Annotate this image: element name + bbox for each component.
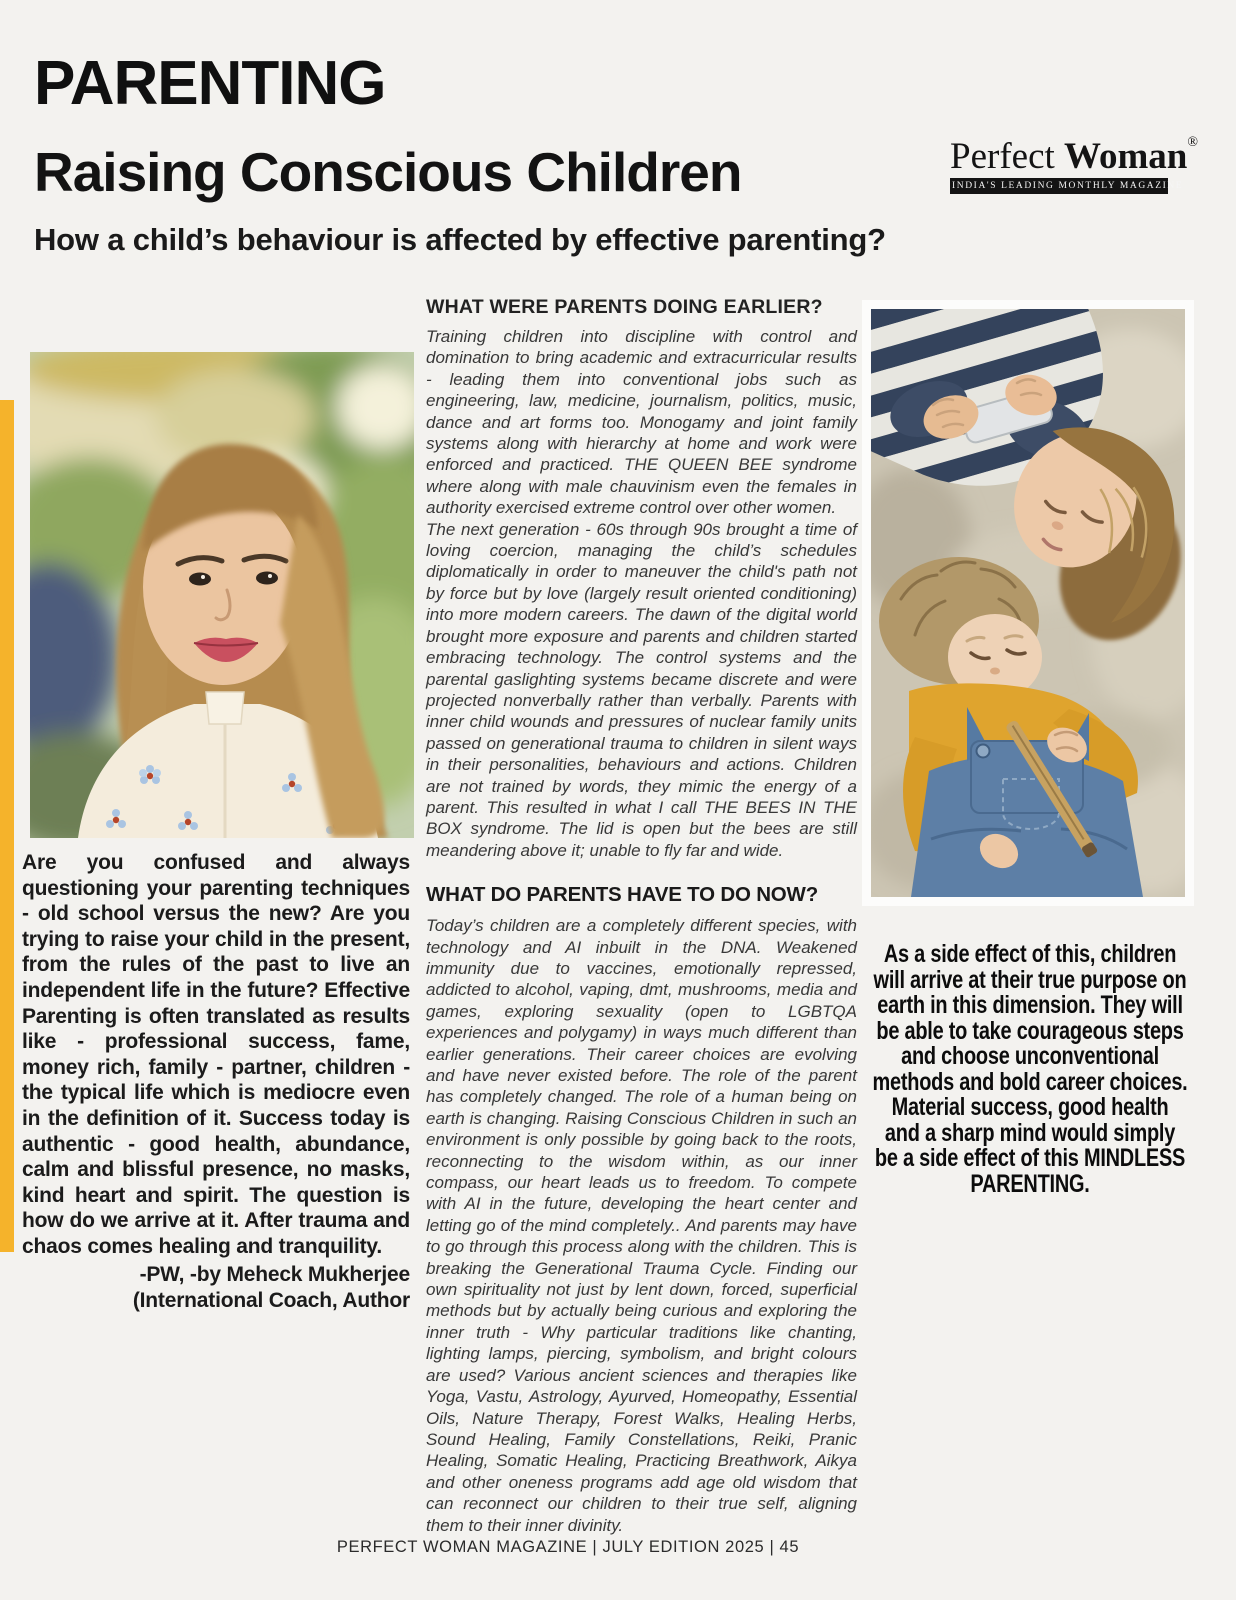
byline xyxy=(22,1262,410,1314)
author-photo-illustration xyxy=(30,352,414,838)
section1-heading: WHAT WERE PARENTS DOING EARLIER? xyxy=(426,296,823,318)
yellow-accent-bar xyxy=(0,400,14,1252)
article-subtitle: How a child’s behaviour is affected by effective parenting? xyxy=(34,222,886,257)
children-photo xyxy=(862,300,1194,906)
section2-heading: WHAT DO PARENTS HAVE TO DO NOW? xyxy=(426,883,819,907)
intro-paragraph: Are you confused and always questioning your parenting techniques - old school versus the new? Are you trying to raise your child in the present, from the rules of the past to live an independent life in the future? Effective Parenting is often translated as results like - professional success, fame, money rich, family - partner, children - the typical life which is mediocre even in the definition of it. Success today is authentic - good health, abundance, calm and blissful presence, no masks, kind heart and spirit. The question is how do we arrive at it. After trauma and chaos comes healing and tranquility. xyxy=(22,851,410,1258)
logo-word-woman: Woman xyxy=(1064,136,1188,177)
section2-paragraph-1: Today’s children are a completely different species, with technology and AI inbuilt in the DNA. Weakened immunity due to vaccines, emotionally repressed, addicted to alcohol, vaping, dmt, mushrooms, media and games, exploring sexuality (open to LGBTQA experiences and polygamy) in ways much different than earlier generations. Their career choices are evolving and have never existed before. The role of the parent has completely changed. The role of a human being on earth is changing. Raising Conscious Children in such an environment is only possible by going back to the roots, reconnecting to the wisdom within, as our inner compass, our heart leads us to freedom. To compete with AI in the future, developing the heart center and letting go of the mind completely.. And parents may have to go through this process along with the children. This is breaking the Generational Trauma Cycle. Finding our own spirituality not just by lent down, forced, superficial methods but by actually being curious and exploring the inner truth - Why particular traditions like chanting, lighting lamps, piercing, symbolism, and bright colours are used? Various ancient sciences and therapies like Yoga, Vastu, Astrology, Ayurved, Homeopathy, Essential Oils, Nature Therapy, Forest Walks, Healing Herbs, Sound Healing, Family Constellations, Reiki, Pranic Healing, Somatic Healing, Practicing Breathwork, Aikya and other oneness programs add age old wisdom that can reconnect our children to their true self, aligning them to their inner divinity. xyxy=(426,916,857,1535)
pull-quote-text: As a side effect of this, children will arrive at their true purpose on earth in this dimension. They will be able to take courageous steps and choose unconventional methods and bold career choices. Material success, good health and a sharp mind would simply be a side effect of this MINDLESS PARENTING. xyxy=(872,940,1188,1198)
magazine-logo-name xyxy=(950,135,1199,177)
author-photo xyxy=(30,352,414,838)
logo-word-perfect: Perfect xyxy=(950,136,1065,177)
magazine-logo xyxy=(950,135,1199,194)
section1-paragraph-2: The next generation - 60s through 90s brought a time of loving coercion, managing the child’s schedules diplomatically in order to maneuver the child's path not by force but by love (largely result oriented conditioning) into more modern careers. The dawn of the digital world brought more exposure and parents and children started embracing technology. The control systems and the parental gaslighting systems became discrete and were projected nonverbally rather than verbally. Parents with inner child wounds and pressures of nuclear family units passed on generational trauma to children in silent ways in their personalities, behaviours and actions. Children are not trained by words, they mimic the energy of a parent. This resulted in what I call THE BEES IN THE BOX syndrome. The lid is open but the bees are still meandering above it; unable to fly far and wide. xyxy=(426,519,857,860)
section1-paragraph-1: Training children into discipline with control and domination to bring academic and extracurricular results - leading them into conventional jobs such as engineering, law, medicine, journalism, politics, music, dance and art forms too. Monogamy and joint family systems along with hierarchy at home and work were enforced and practiced. THE QUEEN BEE syndrome where along with male chauvinism even the females in authority exercised extreme control over other women. xyxy=(426,327,857,518)
pull-quote xyxy=(872,942,1188,1197)
byline-credit: -PW, -by Meheck Mukherjee xyxy=(139,1263,410,1286)
article-title: Raising Conscious Children xyxy=(34,141,742,203)
section-kicker: PARENTING xyxy=(34,49,386,118)
registered-mark-icon: ® xyxy=(1187,135,1199,150)
article-body-column xyxy=(426,296,857,1536)
magazine-tagline: INDIA'S LEADING MONTHLY MAGAZINE xyxy=(950,178,1168,194)
byline-role: (International Coach, Author xyxy=(132,1289,410,1312)
children-photo-illustration xyxy=(871,309,1185,897)
page-footer: PERFECT WOMAN MAGAZINE | JULY EDITION 2025 | 45 xyxy=(336,1538,800,1556)
